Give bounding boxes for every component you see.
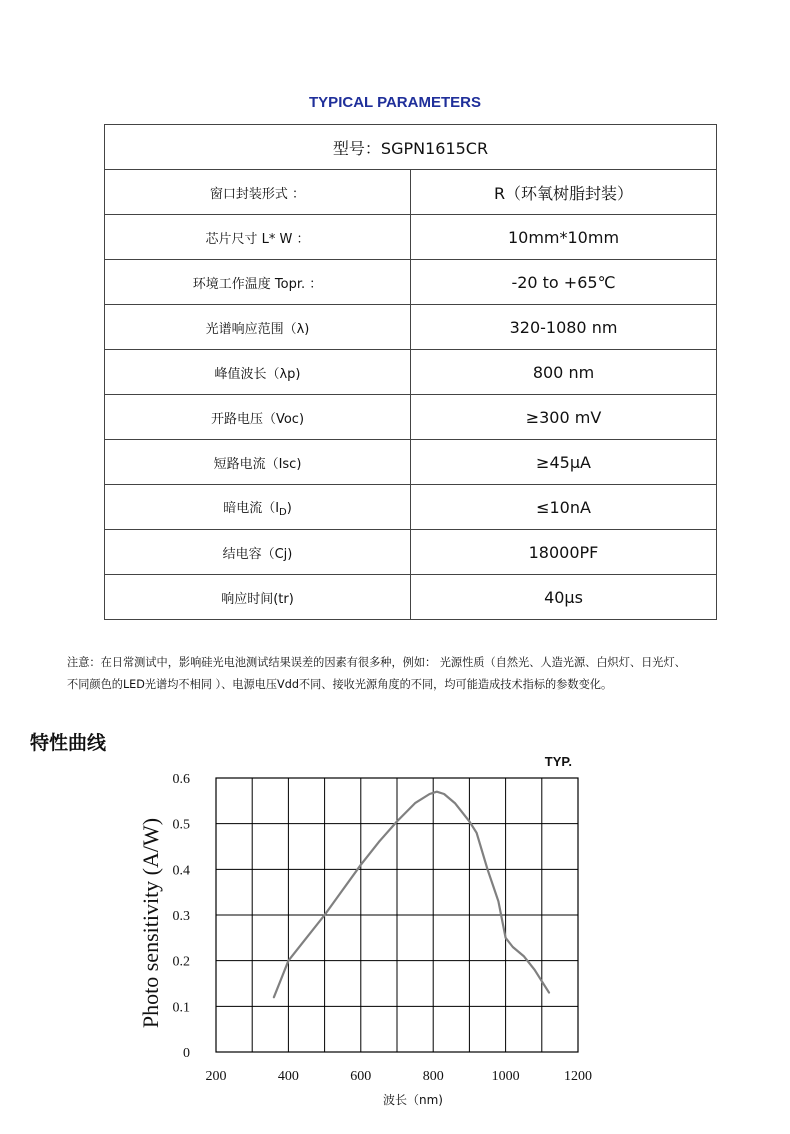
param-label-end: ) [286, 500, 292, 516]
note-line: 不同颜色的LED光谱均不相同 ）、电源电压Vdd不同、接收光源角度的不同，均可能造成技术指标的参数变化。 [67, 678, 613, 691]
table-row [105, 575, 717, 620]
param-value: ≤10nA [411, 485, 717, 530]
y-tick-label: 0.2 [172, 954, 190, 970]
x-tick-label: 1000 [491, 1069, 520, 1084]
param-label: 开路电压（Voc) [105, 395, 411, 440]
param-label: 结电容（Cj) [105, 530, 411, 575]
table-row [105, 395, 717, 440]
y-tick-label: 0.3 [172, 909, 190, 924]
param-value: 18000PF [411, 530, 717, 575]
param-value: ≥300 mV [411, 395, 717, 440]
table-row [105, 440, 717, 485]
table-row [105, 485, 717, 530]
param-label: 响应时间(tr) [105, 575, 411, 620]
x-tick-label: 1200 [564, 1069, 592, 1084]
table-row [105, 305, 717, 350]
y-tick-label: 0.5 [172, 817, 190, 833]
model-cell: 型号：SGPN1615CR [105, 125, 717, 170]
x-tick-label: 400 [277, 1069, 299, 1084]
param-label [105, 485, 411, 530]
y-tick-label: 0 [183, 1046, 190, 1061]
chart-annotation: TYP. [544, 754, 572, 769]
param-value: 10mm*10mm [411, 215, 717, 260]
x-tick-label: 600 [350, 1069, 372, 1084]
param-value: 800 nm [411, 350, 717, 395]
param-label: 环境工作温度 Topr. ： [105, 260, 411, 305]
series-line [274, 792, 549, 998]
param-value: 320-1080 nm [411, 305, 717, 350]
param-value: -20 to +65℃ [411, 260, 717, 305]
param-label: 芯片尺寸 L* W ： [105, 215, 411, 260]
table-row [105, 170, 717, 215]
table-row [105, 530, 717, 575]
x-axis-label: 波长（nm) [383, 1093, 443, 1107]
table-row [105, 215, 717, 260]
y-axis-label: Photo sensitivity (A/W) [138, 817, 163, 1029]
param-label: 光谱响应范围（λ) [105, 305, 411, 350]
param-label: 窗口封装形式 ： [105, 170, 411, 215]
parameters-table [104, 124, 717, 620]
table-row [105, 125, 717, 170]
y-tick-label: 0.4 [172, 863, 190, 879]
param-value: 40μs [411, 575, 717, 620]
param-value: ≥45μA [411, 440, 717, 485]
note-line: 注意：在日常测试中，影响硅光电池测试结果误差的因素有很多种，例如： 光源性质（自然光、人造光源、白炽灯、日光灯、 [67, 656, 686, 669]
x-tick-label: 200 [205, 1069, 227, 1084]
param-label-subscript: D [279, 506, 287, 518]
x-tick-label: 800 [422, 1069, 444, 1084]
param-label: 峰值波长（λp) [105, 350, 411, 395]
document-title: TYPICAL PARAMETERS [309, 94, 481, 111]
spectral-response-chart [120, 748, 620, 1118]
table-row [105, 350, 717, 395]
table-row [105, 260, 717, 305]
section-title: 特性曲线 [30, 732, 107, 754]
y-tick-label: 0.6 [172, 772, 190, 787]
note-text [67, 652, 757, 696]
param-value: R（环氧树脂封装） [411, 170, 717, 215]
param-label: 短路电流（Isc) [105, 440, 411, 485]
param-label-main: 暗电流（I [223, 500, 280, 516]
y-tick-label: 0.1 [172, 1000, 190, 1016]
